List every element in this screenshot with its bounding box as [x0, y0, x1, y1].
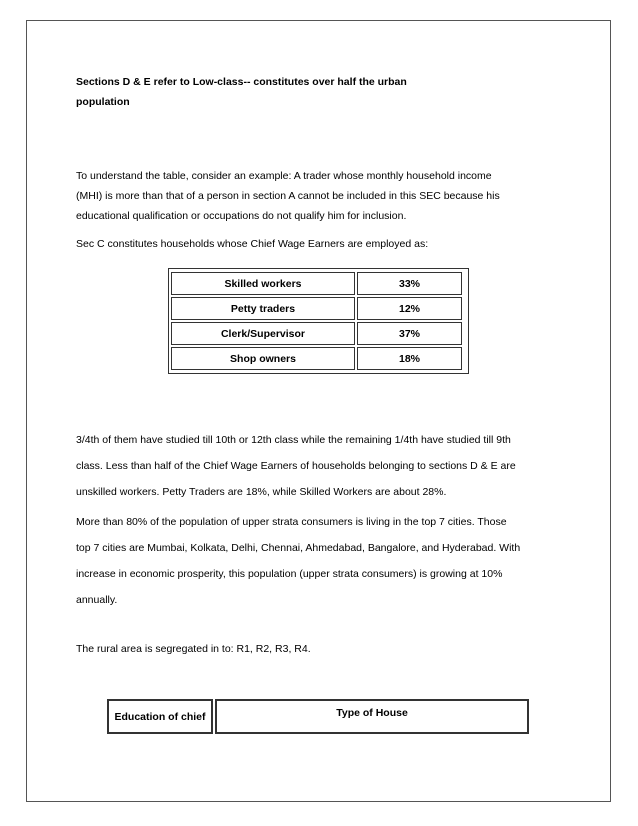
table-row	[171, 297, 466, 320]
percent-cell: 18%	[357, 347, 462, 370]
rural-table	[107, 699, 529, 734]
heading-line-1: Sections D & E refer to Low-class-- constitutes over half the urban	[76, 76, 407, 88]
sec-c-table	[168, 268, 469, 374]
paragraph-sec-c: Sec C constitutes households whose Chief Wage Earners are employed as:	[76, 238, 429, 250]
table-row	[171, 347, 466, 370]
paragraph-education	[76, 430, 576, 502]
occupation-cell: Shop owners	[171, 347, 355, 370]
percent-cell: 12%	[357, 297, 462, 320]
heading-line-2: population	[76, 96, 130, 108]
paragraph-line: unskilled workers. Petty Traders are 18%, while Skilled Workers are about 28%.	[76, 486, 447, 498]
paragraph-line: 3/4th of them have studied till 10th or 12th class while the remaining 1/4th have studied till 9th	[76, 434, 511, 446]
paragraph-line: To understand the table, consider an example: A trader whose monthly household income	[76, 170, 492, 182]
paragraph-upper-strata	[76, 512, 576, 610]
paragraph-line: educational qualification or occupations do not qualify him for inclusion.	[76, 210, 407, 222]
paragraph-line: (MHI) is more than that of a person in section A cannot be included in this SEC because his	[76, 190, 500, 202]
page-border	[26, 20, 611, 802]
occupation-cell: Clerk/Supervisor	[171, 322, 355, 345]
paragraph-line: annually.	[76, 594, 118, 606]
table-row	[171, 272, 466, 295]
house-type-header-cell: Type of House	[215, 699, 529, 734]
section-heading	[76, 72, 476, 112]
percent-cell: 33%	[357, 272, 462, 295]
percent-cell: 37%	[357, 322, 462, 345]
paragraph-line: top 7 cities are Mumbai, Kolkata, Delhi, Chennai, Ahmedabad, Bangalore, and Hyderabad. With	[76, 542, 521, 554]
paragraph-rural: The rural area is segregated in to: R1, R2, R3, R4.	[76, 643, 311, 655]
occupation-cell: Petty traders	[171, 297, 355, 320]
paragraph-line: class. Less than half of the Chief Wage Earners of households belonging to sections D & E are	[76, 460, 516, 472]
paragraph-line: More than 80% of the population of upper strata consumers is living in the top 7 cities. Those	[76, 516, 507, 528]
paragraph-line: increase in economic prosperity, this population (upper strata consumers) is growing at 10%	[76, 568, 503, 580]
education-header-cell: Education of chief	[107, 699, 213, 734]
occupation-cell: Skilled workers	[171, 272, 355, 295]
paragraph-example	[76, 166, 576, 226]
table-row	[171, 322, 466, 345]
